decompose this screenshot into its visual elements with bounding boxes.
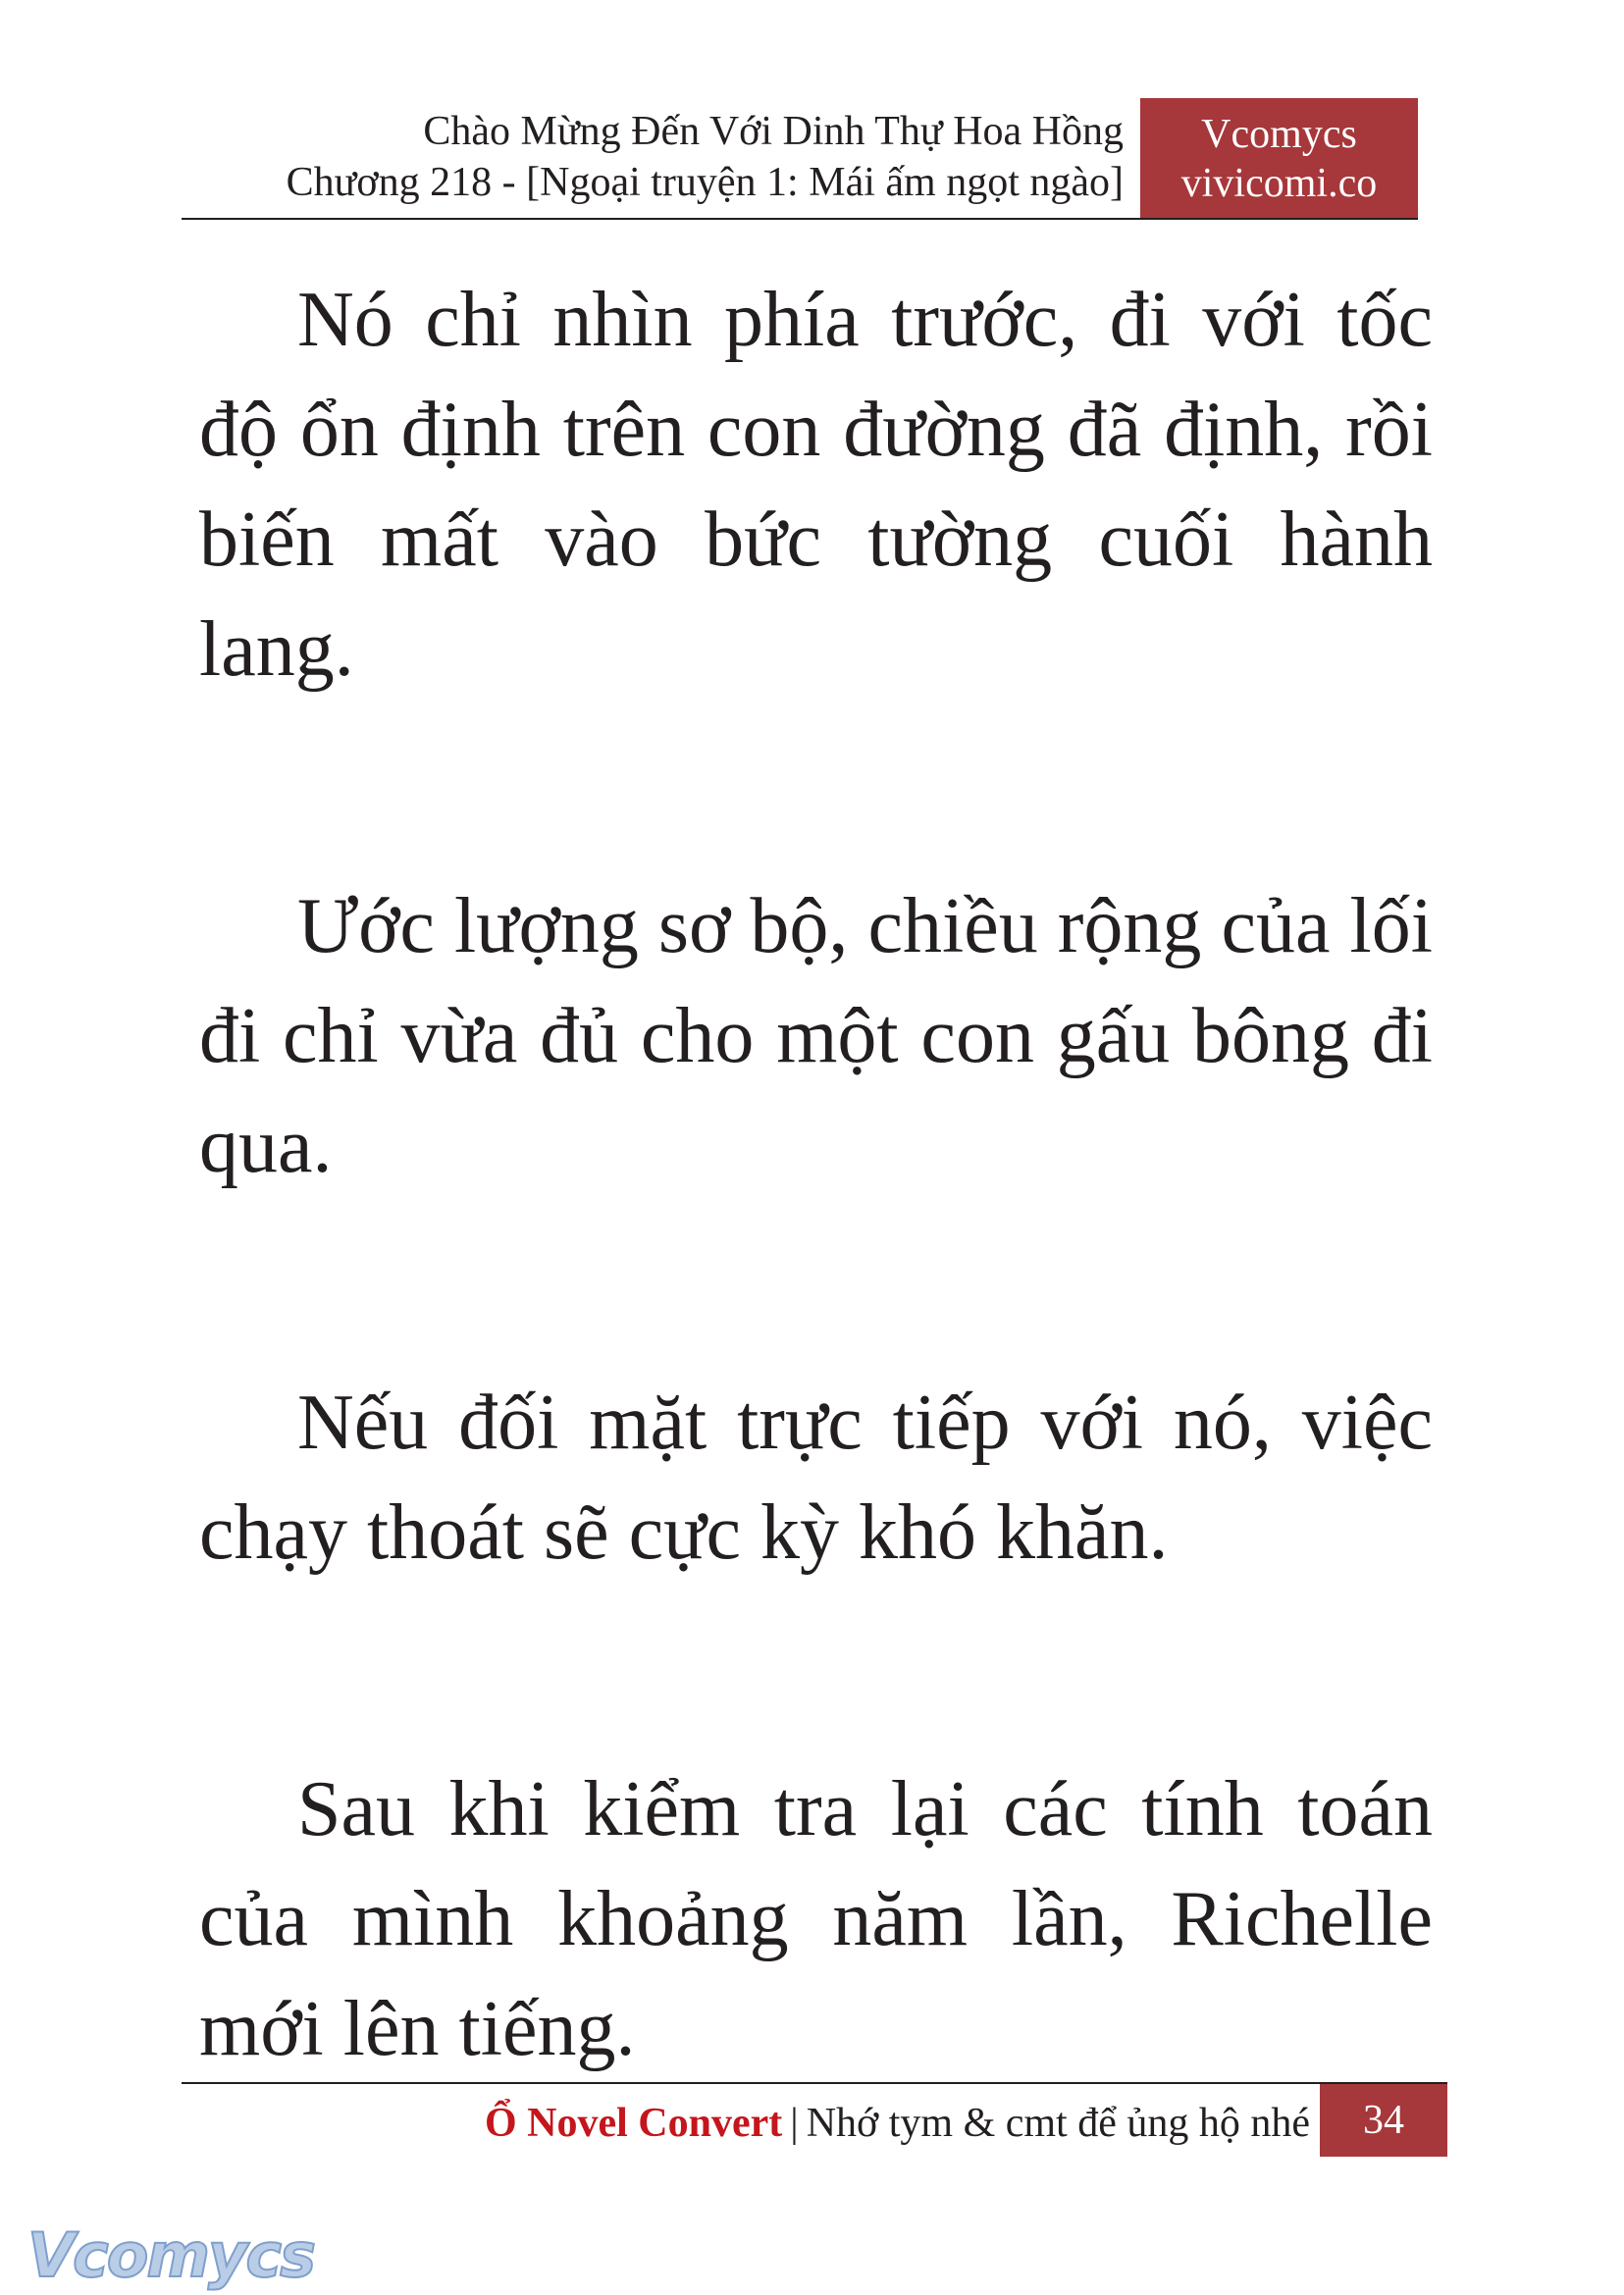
paragraph: Nó chỉ nhìn phía trước, đi với tốc độ ổn định trên con đường đã định, rồi biến mất vào bức tường cuối hành lang. [199,277,1433,693]
site-badge-name: Vcomycs [1201,112,1357,157]
header-divider [182,218,1418,220]
footer-brand: Ổ Novel Convert [484,2101,783,2146]
page-footer [182,2082,1447,2157]
paragraph: Ước lượng sơ bộ, chiều rộng của lối đi chỉ vừa đủ cho một con gấu bông đi qua. [199,883,1433,1189]
page-number: 34 [1320,2084,1447,2157]
chapter-body [199,265,1433,2251]
header-titles [287,106,1124,208]
footer-note: Nhớ tym & cmt để ủng hộ nhé [806,2101,1310,2146]
page-header [182,98,1418,220]
paragraph: Nếu đối mặt trực tiếp với nó, việc chạy thoát sẽ cực kỳ khó khăn. [199,1380,1433,1576]
site-badge-url: vivicomi.co [1180,161,1378,206]
book-title: Chào Mừng Đến Với Dinh Thự Hoa Hồng [423,109,1124,154]
footer-separator: | [790,2101,799,2146]
site-badge [1140,98,1418,220]
footer-divider [182,2082,1447,2084]
footer-text [485,2096,1310,2151]
paragraph: Sau khi kiểm tra lại các tính toán của mình khoảng năm lần, Richelle mới lên tiếng. [199,1766,1433,2072]
watermark-logo: Vcomycs [27,2219,315,2291]
chapter-title: Chương 218 - [Ngoại truyện 1: Mái ấm ngọt ngào] [286,160,1124,205]
